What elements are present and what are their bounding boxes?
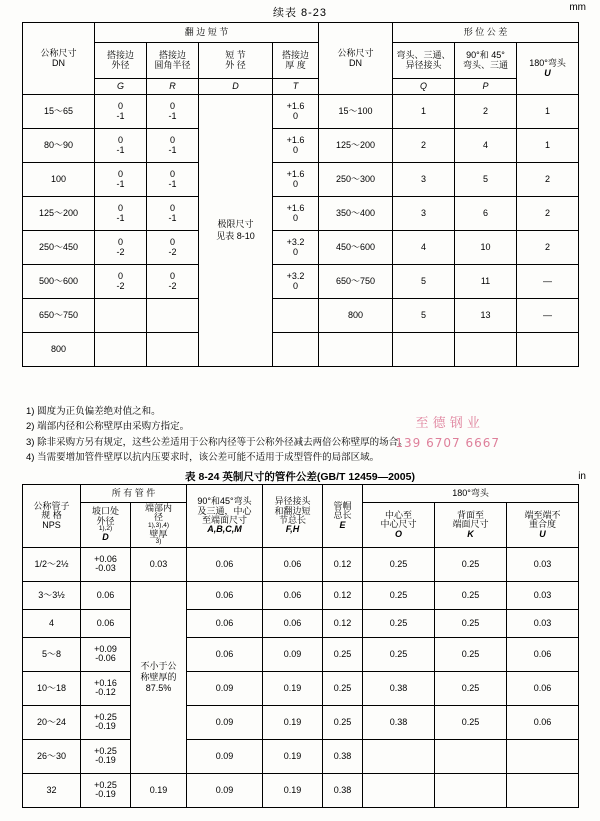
cell-g: 0 -1 [95,197,147,231]
table-row [23,95,579,129]
cell-cap: 0.25 [323,637,363,671]
cell-r [147,333,199,367]
cell-k: 0.25 [435,609,507,637]
cell-t: +1.6 0 [273,163,319,197]
cell-q: 1 [393,95,455,129]
cell-cap: 0.12 [323,609,363,637]
th-dn-left-l2: DN [52,57,65,68]
table-row [23,581,579,609]
cell-g: 0 -2 [95,265,147,299]
cell-cap: 0.12 [323,547,363,581]
cell-d: +0.06 -0.03 [81,547,131,581]
th-dn-right [319,23,393,95]
cell-g [95,333,147,367]
cell-q: 4 [393,231,455,265]
cell-p: 4 [455,129,517,163]
cell-bend: 0.06 [187,581,263,609]
cell-q: 3 [393,197,455,231]
th-r-sym: R [147,79,199,95]
cell-g: 0 -1 [95,129,147,163]
cell-r: 0 -1 [147,197,199,231]
cell-u: 1 [517,129,579,163]
cell-o [363,773,435,807]
th-r [147,43,199,79]
cell-u: 2 [517,197,579,231]
cell-k: 0.25 [435,637,507,671]
cell-q [393,333,455,367]
cell-d: 0.06 [81,581,131,609]
cell-o: 0.38 [363,705,435,739]
cell-dn: 250～450 [23,231,95,265]
cell-k: 0.25 [435,547,507,581]
table-8-24-caption: 表 8-24 英制尺寸的管件公差(GB/T 12459—2005) [185,471,415,483]
cell-bend: 0.06 [187,637,263,671]
th-dn-right-l2: DN [349,57,363,68]
th-t-l1: 搭接边 [282,50,310,61]
th-g-l2: 外径 [111,59,130,70]
th2-u: 端至端不 重合度 U [507,503,579,548]
cell-t: 0.19 [131,773,187,807]
cell-p: 2 [455,95,517,129]
cell-g: 0 -2 [95,231,147,265]
cell-dn: 125～200 [23,197,95,231]
table-1 [22,22,579,367]
unit-label-mm: mm [569,2,586,13]
cell-nps: 26～30 [23,739,81,773]
cell-nps: 3～3½ [23,581,81,609]
cell-u: 0.06 [507,637,579,671]
cell-dn-right: 650～750 [319,265,393,299]
footnote-4: 4) 当需要增加管件壁厚以抗内压要求时，该公差可能不适用于成型管件的局部区域。 [26,452,380,464]
cell-lap: 0.19 [263,671,323,705]
th-g [95,43,147,79]
cell-dn: 650～750 [23,299,95,333]
cell-dn-right: 15～100 [319,95,393,129]
cell-t: +3.2 0 [273,231,319,265]
cell-dn: 500～600 [23,265,95,299]
cell-lap: 0.09 [263,637,323,671]
th-p-l2: 弯头、三通 [463,59,509,70]
cell-t: +3.2 0 [273,265,319,299]
unit-label-in: in [578,471,586,482]
cell-q: 5 [393,299,455,333]
th-p [455,43,517,79]
cell-nps: 20～24 [23,705,81,739]
table-8-24 [22,484,578,808]
cell-u: 2 [517,231,579,265]
cell-cap: 0.38 [323,773,363,807]
cell-d: 0.06 [81,609,131,637]
cell-o: 0.25 [363,637,435,671]
cell-r: 0 -1 [147,129,199,163]
cell-nps: 10～18 [23,671,81,705]
th-d [199,43,273,79]
th-t-l2: 厚 度 [285,59,306,70]
table-row [23,299,579,333]
cell-o [363,739,435,773]
table-row [23,739,579,773]
cell-lap: 0.06 [263,547,323,581]
table-row [23,773,579,807]
cell-nps: 1/2～2½ [23,547,81,581]
cell-bend: 0.09 [187,671,263,705]
cell-k: 0.25 [435,581,507,609]
cell-r: 0 -2 [147,265,199,299]
cell-cap: 0.25 [323,671,363,705]
cell-dn-right: 250～300 [319,163,393,197]
cell-u: 1 [517,95,579,129]
cell-u: — [517,265,579,299]
th-group-fanbian: 翻 边 短 节 [95,23,319,43]
table-8-23-continued [22,22,578,367]
table-row [23,705,579,739]
th-q-sym: Q [393,79,455,95]
th-p-sym: P [455,79,517,95]
cell-r: 0 -2 [147,231,199,265]
cell-dn: 15～65 [23,95,95,129]
table-row [23,609,579,637]
th-u-l1: 180°弯头 [529,58,566,69]
cell-u: 2 [517,163,579,197]
cell-t [273,333,319,367]
cell-dn: 100 [23,163,95,197]
cell-t [273,299,319,333]
footnote-2: 2) 端部内径和公称壁厚由采购方指定。 [26,421,190,433]
cell-cap: 0.25 [323,705,363,739]
th-d-l1: 短 节 [225,50,246,61]
table-row [23,163,579,197]
watermark-line-1: 至 德 钢 业 [415,416,480,431]
th2-k: 背面至 端面尺寸 K [435,503,507,548]
th-d-sym: D [199,79,273,95]
th2-cap: 管帽 总长 E [323,485,363,548]
th-dn-left-l1: 公称尺寸 [40,48,77,59]
cell-nps: 32 [23,773,81,807]
cell-u: — [517,299,579,333]
cell-q: 3 [393,163,455,197]
cell-g [95,299,147,333]
cell-u [517,333,579,367]
table-row [23,637,579,671]
cell-dn-right [319,333,393,367]
table-row [23,547,579,581]
footnote-3: 3) 除非采购方另有规定，这些公差适用于公称内径等于公称外径减去两倍公称壁厚的场合。 [26,436,408,448]
cell-d: +0.16 -0.12 [81,671,131,705]
th2-nps: 公称管子 规 格 NPS [23,485,81,548]
d-note-l1: 极限尺寸 [217,219,254,230]
th-t-sym: T [273,79,319,95]
cell-dn: 80～90 [23,129,95,163]
watermark [395,414,500,452]
cell-p: 11 [455,265,517,299]
th2-bend: 90°和45°弯头 及三通，中心 至端面尺寸 A,B,C,M [187,485,263,548]
cell-o: 0.38 [363,671,435,705]
cell-dn-right: 350～400 [319,197,393,231]
cell-nps: 4 [23,609,81,637]
table-row [23,671,579,705]
table-2 [22,484,579,808]
table-row [23,265,579,299]
cell-p [455,333,517,367]
cell-u: 0.03 [507,547,579,581]
cell-nps: 5～8 [23,637,81,671]
cell-bend: 0.09 [187,705,263,739]
cell-dn-right: 800 [319,299,393,333]
cell-u: 0.06 [507,671,579,705]
th-q-l1: 弯头、三通、 [396,50,451,61]
cell-d: +0.09 -0.06 [81,637,131,671]
cell-lap: 0.06 [263,609,323,637]
th-g-sym: G [95,79,147,95]
cell-dn-right: 450～600 [319,231,393,265]
cell-d: +0.25 -0.19 [81,705,131,739]
cell-dn-right: 125～200 [319,129,393,163]
cell-k: 0.25 [435,705,507,739]
cell-lap: 0.19 [263,773,323,807]
cell-t: 0.03 [131,547,187,581]
watermark-line-2: 139 6707 6667 [395,435,500,450]
th2-t: 端部内 径 1),3),4) 壁厚 3) [131,503,187,548]
th-u [517,43,579,95]
th-r-l2: 圆角半径 [154,59,191,70]
cell-d-note [199,95,273,367]
cell-t: +1.6 0 [273,95,319,129]
th2-lap: 异径接头 和翻边短 节总长 F,H [263,485,323,548]
cell-u: 0.03 [507,581,579,609]
cell-u: 0.06 [507,705,579,739]
cell-k [435,739,507,773]
th-q [393,43,455,79]
cell-lap: 0.06 [263,581,323,609]
cell-p: 13 [455,299,517,333]
th-p-l1: 90°和 45° [466,50,505,61]
cell-bend: 0.09 [187,773,263,807]
th-r-l1: 搭接边 [158,50,186,61]
th2-group-all: 所 有 管 件 [81,485,187,503]
cell-p: 5 [455,163,517,197]
cell-g: 0 -1 [95,95,147,129]
d-note-l2: 见表 8-10 [216,230,255,241]
cell-dn: 800 [23,333,95,367]
cell-bend: 0.06 [187,609,263,637]
cell-k [435,773,507,807]
cell-g: 0 -1 [95,163,147,197]
cell-r: 0 -1 [147,95,199,129]
continued-title-text: 续表 8-23 [272,7,328,19]
cell-d: +0.25 -0.19 [81,773,131,807]
cell-u [507,739,579,773]
table-row [23,333,579,367]
th-dn-left [23,23,95,95]
th2-d: 坡口处 外径 1),2) D [81,503,131,548]
cell-cap: 0.12 [323,581,363,609]
th2-o: 中心至 中心尺寸 O [363,503,435,548]
table-row [23,197,579,231]
cell-k: 0.25 [435,671,507,705]
th-g-l1: 搭接边 [106,50,134,61]
th-d-l2: 外 径 [225,59,246,70]
table-row [23,231,579,265]
cell-bend: 0.09 [187,739,263,773]
cell-o: 0.25 [363,609,435,637]
th-group-xingwei: 形 位 公 差 [393,23,579,43]
cell-p: 10 [455,231,517,265]
cell-t: +1.6 0 [273,129,319,163]
cell-q: 2 [393,129,455,163]
th-dn-right-l1: 公称尺寸 [337,48,374,59]
cell-r: 0 -1 [147,163,199,197]
cell-u [507,773,579,807]
cell-t: +1.6 0 [273,197,319,231]
cell-d: +0.25 -0.19 [81,739,131,773]
th-u-sym: U [544,67,551,78]
cell-q: 5 [393,265,455,299]
cell-u: 0.03 [507,609,579,637]
th-q-l2: 异径接头 [405,59,442,70]
th2-group-u180: 180°弯头 [363,485,579,503]
continued-table-title [0,4,600,20]
cell-p: 6 [455,197,517,231]
table-row [23,129,579,163]
cell-o: 0.25 [363,547,435,581]
cell-cap: 0.38 [323,739,363,773]
cell-lap: 0.19 [263,739,323,773]
cell-lap: 0.19 [263,705,323,739]
th-t [273,43,319,79]
cell-bend: 0.06 [187,547,263,581]
cell-o: 0.25 [363,581,435,609]
cell-thickness-note: 不小于公 称壁厚的 87.5% [131,581,187,773]
cell-r [147,299,199,333]
footnote-1: 1) 圆度为正负偏差绝对值之和。 [26,406,161,417]
